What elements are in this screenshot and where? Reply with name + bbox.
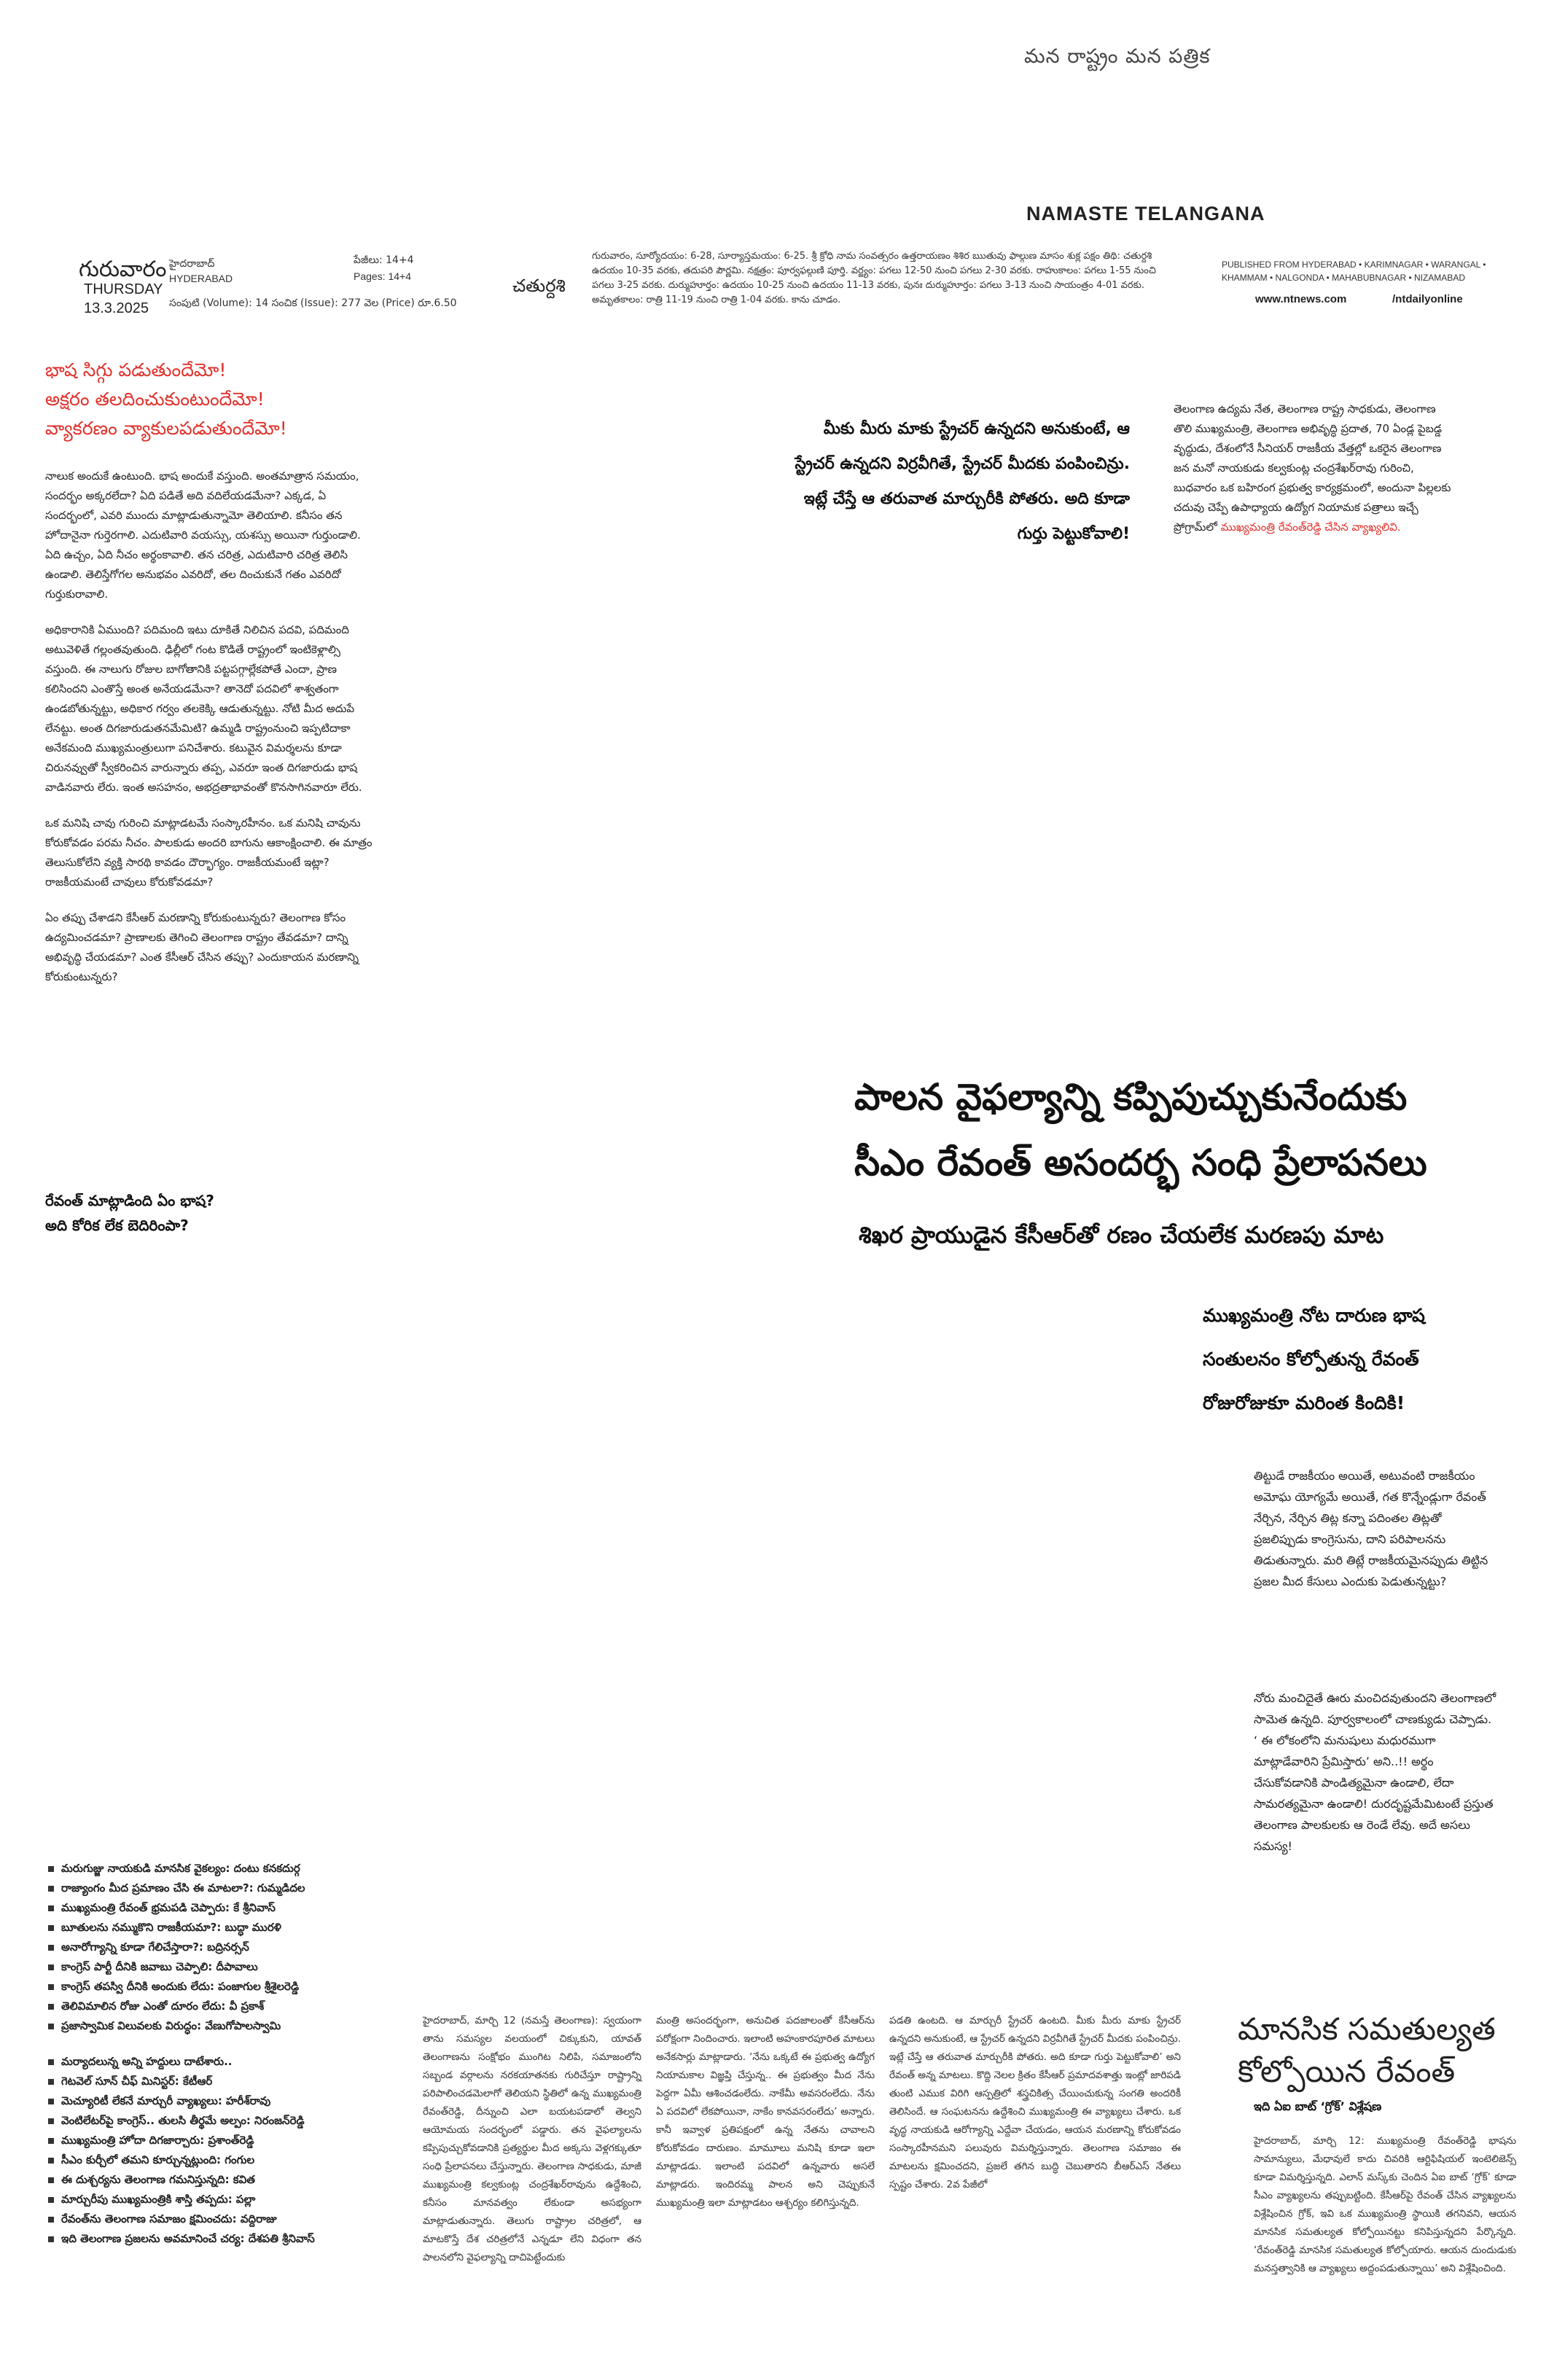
poem-closing [45, 1188, 377, 1238]
list-item: మెచ్యూరిటీ లేకనే మార్చురీ వ్యాఖ్యలు: హరీశ్‌రావు [45, 2091, 417, 2111]
pull-quote: నోరు మంచిదైతే ఊరు మంచిదవుతుందని తెలంగాణలో సామెత ఉన్నది. పూర్వకాలంలో చాణక్యుడు చెప్పాడు. ‘ ఈ లోకంలోని మనుషులు మధురముగా మాట్లాడేవారిని ప్రేమిస్తారు’ అని..!! అర్థం చేసుకోవడానికి పాండిత్యమైనా ఉండాలి, లేదా సామరత్యమైనా ఉండాలి! దురదృష్టమేమిటంటే ప్రస్తుత తెలంగాణ పాలకులకు ఆ రెండే లేవు. అదే అసలు సమస్య! [1254, 1691, 1496, 1853]
list-item: ప్రజాస్వామిక విలువలకు విరుద్ధం: వేణుగోపాలస్వామి [45, 2016, 417, 2036]
list-item: వెంటిలేటర్‌పై కాంగ్రెస్.. తులసి తీర్థమే అల్పం: నిరంజన్‌రెడ్డి [45, 2111, 417, 2131]
pull-quote: తిట్టుడే రాజకీయం అయితే, అటువంటి రాజకీయం అమోఘ యోగ్యమే అయితే, గత కొన్నేండ్లుగా రేవంత్ నేర్చిన, నేర్చిన తిట్ల కన్నా పదింతల తిట్లతో ప్రజలిప్పుడు కాంగ్రెసును, దాని పరిపాలనను తిడుతున్నారు. మరి తిట్లే రాజకీయమైనప్పుడు తిట్టిన ప్రజల మీద కేసులు ఎందుకు పెడుతున్నట్టు? [1254, 1469, 1488, 1588]
website-link[interactable]: www.ntnews.com [1255, 293, 1347, 305]
brand-name: NAMASTE TELANGANA [1026, 203, 1265, 225]
list-item: బూతులను నమ్ముకొని రాజకీయమా?: బుద్ధా మురళి [45, 1918, 417, 1938]
context-column [1174, 399, 1456, 537]
list-item: తెలివిమాలిన రోజు ఎంతో దూరం లేదు: వీ ప్రకాశ్ [45, 1997, 417, 2016]
deck-line: రోజురోజుకూ మరింత కిందికి! [1203, 1392, 1405, 1413]
deck-line: ముఖ్యమంత్రి నోట దారుణ భాష [1203, 1305, 1425, 1326]
list-item: ముఖ్యమంత్రి హోదా దిగజార్చారు: ప్రశాంత్‌రెడ్డి [45, 2131, 417, 2150]
day-english: THURSDAY [84, 281, 163, 297]
poem-red-line: వ్యాకరణం వ్యాకులపడుతుందేమో! [45, 418, 287, 439]
tithi: చతుర్దశి [512, 276, 566, 296]
main-headline [854, 1064, 1427, 1195]
analysis-byline: ఇది ఏఐ బాట్ ‘గ్రోక్’ విశ్లేషణ [1254, 2099, 1382, 2113]
subheadline: శిఖర ప్రాయుడైన కేసీఆర్‌తో రణం చేయలేక మరణపు మాట [859, 1221, 1384, 1249]
reactions-list [45, 1859, 417, 2249]
volume-issue-price: సంపుటి (Volume): 14 సంచిక (Issue): 277 వెల (Price) రూ.6.50 [169, 297, 457, 309]
context-text: తెలంగాణ ఉద్యమ నేత, తెలంగాణ రాష్ట్ర సాధకుడు, తెలంగాణ తొలి ముఖ్యమంత్రి, తెలంగాణ అభివృద్ధి ప్రదాత, 70 ఏండ్ల పైబడ్డ వృద్ధుడు, దేశంలోనే సీనియర్ రాజకీయ వేత్తల్లో ఒకరైన తెలంగాణ జన మనో నాయకుడు కల్వకుంట్ల చంద్రశేఖర్‌రావు గురించి, బుధవారం ఒక బహిరంగ ప్రభుత్వ కార్యక్రమంలో, అందునా పిల్లలకు చదువు చెప్పే ఉపాధ్యాయ ఉద్యోగ నియామక పత్రాలు ఇచ్చే ప్రోగ్రామ్‌లో [1174, 402, 1451, 534]
list-item: ముఖ్యమంత్రి రేవంత్ భ్రమపడి చెప్పారు: కే శ్రీనివాస్ [45, 1898, 417, 1918]
headline-line-2: సీఎం రేవంత్ అసందర్భ సంధి ప్రేలాపనలు [854, 1142, 1427, 1184]
issue-date: 13.3.2025 [84, 300, 149, 316]
list-item: మార్చురీపు ముఖ్యమంత్రికి శాస్తి తప్పదు: పల్లా [45, 2190, 417, 2209]
list-item: ఈ దుశ్చర్యను తెలంగాణ గమనిస్తున్నది: కవిత [45, 2170, 417, 2190]
list-item: కాంగ్రెస్ తపస్వి దీనికి అందుకు లేదు: పంజాగుల శ్రీశైలరెడ్డి [45, 1977, 417, 1997]
poem-red-lines [45, 356, 395, 443]
headline-deck [1203, 1294, 1425, 1425]
poem-closing-line: అది కోరిక లేక బెదిరింపా? [45, 1217, 189, 1234]
headline-line-1: పాలన వైఫల్యాన్ని కప్పిపుచ్చుకునేందుకు [854, 1076, 1408, 1118]
poem-stanza: ఒక మనిషి చావు గురించి మాట్లాడటమే సంస్కారహీనం. ఒక మనిషి చావును కోరుకోవడం పరమ నీచం. పాలకుడు అందరి బాగును ఆకాంక్షించాలి. ఈ మాత్రం తెలుసుకోలేని వ్యక్తి సారథి కావడం దౌర్భాగ్యం. రాజకీయమంటే ఇట్లా? రాజకీయమంటే చావులు కోరుకోవడమా? [45, 816, 372, 889]
list-item: సీఎం కుర్చీలో తమని కూర్చున్నట్లుంది: గంగుల [45, 2150, 417, 2170]
list-item: గెటవెల్ సూన్ చీఫ్ మినిస్టర్: కేటీఆర్ [45, 2072, 417, 2091]
pages-telugu: పేజీలు: 14+4 [354, 254, 414, 266]
day-telugu: గురువారం [79, 257, 167, 282]
context-highlight: ముఖ్యమంత్రి రేవంత్‌రెడ్డి చేసిన వ్యాఖ్యలివి. [1220, 520, 1401, 534]
analysis-title: మానసిక సమతుల్యత కోల్పోయిన రేవంత్ [1238, 2011, 1496, 2089]
social-handle[interactable]: /ntdailyonline [1392, 293, 1463, 305]
pages-english: Pages: 14+4 [354, 270, 412, 282]
poem-red-line: అక్షరం తలదించుకుంటుందేమో! [45, 389, 265, 410]
list-item: అనారోగ్యాన్ని కూడా గేలిచేస్తారా?: బద్రినర్సన్ [45, 1938, 417, 1957]
city-english: HYDERABAD [169, 273, 233, 284]
tagline: మన రాష్ట్రం మన పత్రిక [1024, 45, 1211, 68]
poem-closing-line: రేవంత్ మాట్లాడింది ఏం భాష? [45, 1192, 214, 1209]
list-item: కాంగ్రెస్ పార్టీ దీనికి జవాబు చెప్పాలి: దీపావాలు [45, 1957, 417, 1977]
article-column-3: పడతి ఉంటది. ఆ మార్చురీ స్ట్రేచర్ ఉంటది. మీకు మీరు మాకు స్ట్రేచర్ ఉన్నదని అనుకుంటే, ఆ స్ట్రేచర్ ఉన్నదని విర్రవీగితే స్ట్రేచర్ మీదకు పంపించిన్రు. ఇట్లే చేస్తే ఆ తరువాత మార్చురీకి పోతరు. అది కూడా గుర్తు పెట్టుకోవాలి’ అని రేవంత్ అన్న మాటలు. కొద్ది నెలల క్రితం కేసీఆర్ ప్రమాదవశాత్తు ఇంట్లో జారిపడి తుంటి ఎముక విరిగి ఆస్పత్రిలో శస్త్రచికిత్స చేయించుకున్న సంగతి అందరికీ తెలిసిందే. ఆ సంఘటనను ఉద్దేశించి ముఖ్యమంత్రి ఈ వ్యాఖ్యలు చేశారు. ఒక వృద్ధ నాయకుడి ఆరోగ్యాన్ని ఎద్దేవా చేయడం, ఆయన మరణాన్ని కోరుకోవడం సంస్కారహీనమని పలువురు విమర్శిస్తున్నారు. తెలంగాణ సమాజం ఈ మాటలను క్షమించదని, ప్రజలే తగిన బుద్ధి చెబుతారని బీఆర్‌ఎస్ నేతలు స్పష్టం చేశారు. 2వ పేజీలో [889, 2015, 1181, 2190]
poem-stanza: ఏం తప్పు చేశాడని కేసీఆర్ మరణాన్ని కోరుకుంటున్నరు? తెలంగాణ కోసం ఉద్యమించడమా? ప్రాణాలకు తెగించి తెలంగాణ రాష్ట్రం తేవడమా? దాన్ని అభివృద్ధి చేయడమా? ఎంత కేసీఆర్ చేసిన తప్పు? ఎందుకాయన మరణాన్ని కోరుకుంటున్నరు? [45, 911, 359, 983]
deck-line: సంతులనం కోల్పోతున్న రేవంత్ [1203, 1349, 1419, 1370]
article-column-1: హైదరాబాద్, మార్చి 12 (నమస్తే తెలంగాణ): స్వయంగా తాను సమస్యల వలయంలో చిక్కుకుని, యావత్ తెలంగాణను సంక్షోభం ముంగిట నిలిపి, సమాజంలోని సబ్బండ వర్గాలను నరకయాతనకు గురిచేస్తూ రాష్ట్రాన్ని పరిపాలించడమెలాగో తెలియని స్థితిలో ఉన్న ముఖ్యమంత్రి రేవంత్‌రెడ్డి, దీన్నుంచి ఎలా బయటపడాలో తెల్వని ఆయోమయ సందర్భంలో పడ్డారు. తన వైఫల్యాలను కప్పిపుచ్చుకోవడానికి ప్రత్యర్థుల మీద అక్కసు వెళ్లగక్కుతూ సంధి ప్రేలాపనలు చేస్తున్నారు. తెలంగాణ సాధకుడు, మాజీ ముఖ్యమంత్రి కల్వకుంట్ల చంద్రశేఖర్‌రావును ఉద్దేశించి, కనీసం మానవత్వం లేకుండా అసభ్యంగా మాట్లాడుతున్నారు. తెలుగు రాష్ట్రాల చరిత్రలో, ఆ మాటకొస్తే దేశ చరిత్రలోనే ఎన్నడూ లేని విధంగా తన పాలనలోని వైఫల్యాన్ని దాచిపెట్టేందుకు [423, 2015, 641, 2263]
poem-stanza: నాలుక అందుకే ఉంటుంది. భాష అందుకే వస్తుంది. అంతమాత్రాన సమయం, సందర్భం అక్కరలేదా? ఏది పడితే అది వదిలేయడమేనా? ఎక్కడ, ఏ సందర్భంలో, ఎవరి ముందు మాట్లాడుతున్నామో తెలియాలి. కనీసం తన హోదానైనా గుర్తెరగాలి. ఎదుటివారి వయస్సు, యశస్సు అయినా గుర్తుండాలి. ఏది ఉచ్చం, ఏది నీచం అర్థంకావాలి. తన చరిత్ర, ఎదుటివారి చరిత్ర తెలిసి ఉండాలి. తెలిస్తేగోగల అనుభవం ఎవరిదో, తల దించుకునే గతం ఎవరిదో గుర్తుకురావాలి. [45, 469, 361, 601]
list-item: ఇది తెలంగాణ ప్రజలను అవమానించే చర్య: దేశపతి శ్రీనివాస్ [45, 2229, 417, 2249]
list-item: రాజ్యాంగం మీద ప్రమాణం చేసి ఈ మాటలా?: గుమ్మడిదల [45, 1878, 417, 1898]
panchangam: గురువారం, సూర్యోదయం: 6-28, సూర్యాస్తమయం: 6-25. శ్రీ క్రోధి నామ సంవత్సరం ఉత్తరాయణం శిశిర ఋతువు ఫాల్గుణ మాసం శుక్ల పక్షం తిథి: చతుర్దశి ఉదయం 10-35 వరకు, తదుపరి పౌర్ణమి. నక్షత్రం: పూర్వఫల్గుణి పూర్తి. వర్జ్యం: పగలు 12-50 నుంచి పగలు 2-30 వరకు. రాహుకాలం: పగలు 1-55 నుంచి పగలు 3-25 వరకు. దుర్ముహూర్తం: ఉదయం 10-25 నుంచి ఉదయం 11-13 వరకు, పునః దుర్ముహూర్తం: పగలు 3-13 నుంచి సాయంత్రం 4-01 వరకు. అమృతకాలం: రాత్రి 11-19 నుంచి రాత్రి 1-04 వరకు. కాను చూడం. [592, 251, 1156, 305]
city-telugu: హైదరాబాద్ [169, 258, 215, 270]
list-item: రేవంత్‌ను తెలంగాణ సమాజం క్షమించదు: వద్దిరాజు [45, 2209, 417, 2229]
list-item: మరుగుజ్జు నాయకుడి మానసిక వైకల్యం: దంటు కనకదుర్గ [45, 1859, 417, 1878]
analysis-body: హైదరాబాద్, మార్చి 12: ముఖ్యమంత్రి రేవంత్‌రెడ్డి భాషను సామాన్యులు, మేధావులే కాదు చివరికి ఆర్టిఫిషియల్ ఇంటెలిజెన్స్ కూడా విమర్శిస్తున్నది. ఎలాన్ మస్క్‌కు చెందిన ఏఐ బాట్ ‘గ్రోక్’ కూడా సీఎం వ్యాఖ్యలను తప్పుబట్టింది. కేసీఆర్‌పై రేవంత్ చేసిన వ్యాఖ్యలను విశ్లేషించిన గ్రోక్, ఇవి ఒక ముఖ్యమంత్రి స్థాయికి తగనివని, ఆయన మానసిక సమతుల్యత కోల్పోయినట్టు కనిపిస్తున్నదని పేర్కొన్నది. ‘రేవంత్‌రెడ్డి మానసిక సమతుల్యత కోల్పోయారు. ఆయన దుందుడుకు మనస్తత్వానికి ఆ వ్యాఖ్యలు అద్దంపడుతున్నాయి’ అని విశ్లేషించింది. [1254, 2135, 1516, 2274]
cm-quote: మీకు మీరు మాకు స్ట్రేచర్ ఉన్నదని అనుకుంటే, ఆ స్ట్రేచర్ ఉన్నదని విర్రవీగితే, స్ట్రేచర్ మీదకు పంపించిన్రు. ఇట్లే చేస్తే ఆ తరువాత మార్చురీకి పోతరు. అది కూడా గుర్తు పెట్టుకోవాలి! [795, 420, 1130, 543]
poem-red-line: భాష సిగ్గు పడుతుందేమో! [45, 359, 227, 381]
list-item: మర్యాదలున్న అన్ని హద్దులు దాటేశారు.. [45, 2052, 417, 2072]
poem-stanza: అధికారానికి ఏముంది? పదిమంది ఇటు దూకితే నిలిచిన పదవి, పదిమంది అటువెళితే గల్లంతవుతుంది. ఢిల్లీలో గంట కొడితే రాష్ట్రంలో ఇంటికెళ్లాల్సి వస్తుంది. ఈ నాలుగు రోజుల బాగోతానికి పట్టపగ్గాల్లేకపోతే ఎందా, ప్రాణ కలిసిందని ఎంతొస్తే అంత అనేయడమేనా? తానెదో పదవిలో శాశ్వతంగా ఉండబోతున్నట్టు, అధికార గర్వం తలకెక్కి ఆడుతున్నట్టు. నోటి మీద అదుపే లేనట్టు. అంత దిగజారుడుతనమేమిటి? ఉమ్మడి రాష్ట్రంనుంచి ఇప్పటిదాకా అనేకమంది ముఖ్యమంత్రులుగా పనిచేశారు. కటువైన విమర్శలను కూడా చిరునవ్వుతో స్వీకరించిన వారున్నారు తప్ప, ఎవరూ ఇంత దిగజారుడు భాష వాడినవారు లేరు. ఇంత అసహనం, అభద్రతాభావంతో కొనసాగినవారూ లేరు. [45, 623, 362, 794]
poem-body [45, 467, 377, 1003]
article-column-2: మంత్రి అసందర్భంగా, అనుచిత పదజాలంతో కేసీఆర్‌ను పరోక్షంగా నిందించారు. ఇలాంటి అహంకారపూరిత మాటలు అనేకసార్లు మాట్లాడారు. ‘నేను ఒక్కటే ఈ ప్రభుత్వ ఉద్యోగ నియామకాల విజ్ఞప్తి చేస్తున్న.. ఈ ప్రభుత్వం మీద నేను పెద్దగా ఏమీ ఆశించడంలేదు. నాకేమీ అవసరంలేదు. నేను ఏ పదవిలో లేకపోయినా, నాకేం కానవసరంలేదు’ అన్నారు. కానీ ఇవ్వాళ ప్రతిపక్షంలో ఉన్న నేతను చావాలని కోరుకోవడం దారుణం. మామూలు మనిషి కూడా ఇలా మాట్లాడడు. ఇలాంటి పదవిలో ఉన్నవారు అసలే మాట్లాడరు. ఇందిరమ్మ పాలన అని చెప్పుకునే ముఖ్యమంత్రి ఇలా మాట్లాడటం ఆశ్చర్యం కలిగిస్తున్నది. [656, 2015, 875, 2209]
published-from: PUBLISHED FROM HYDERABAD • KARIMNAGAR • WARANGAL • KHAMMAM • NALGONDA • MAHABUBNAGAR • NIZAMABAD [1222, 260, 1486, 283]
